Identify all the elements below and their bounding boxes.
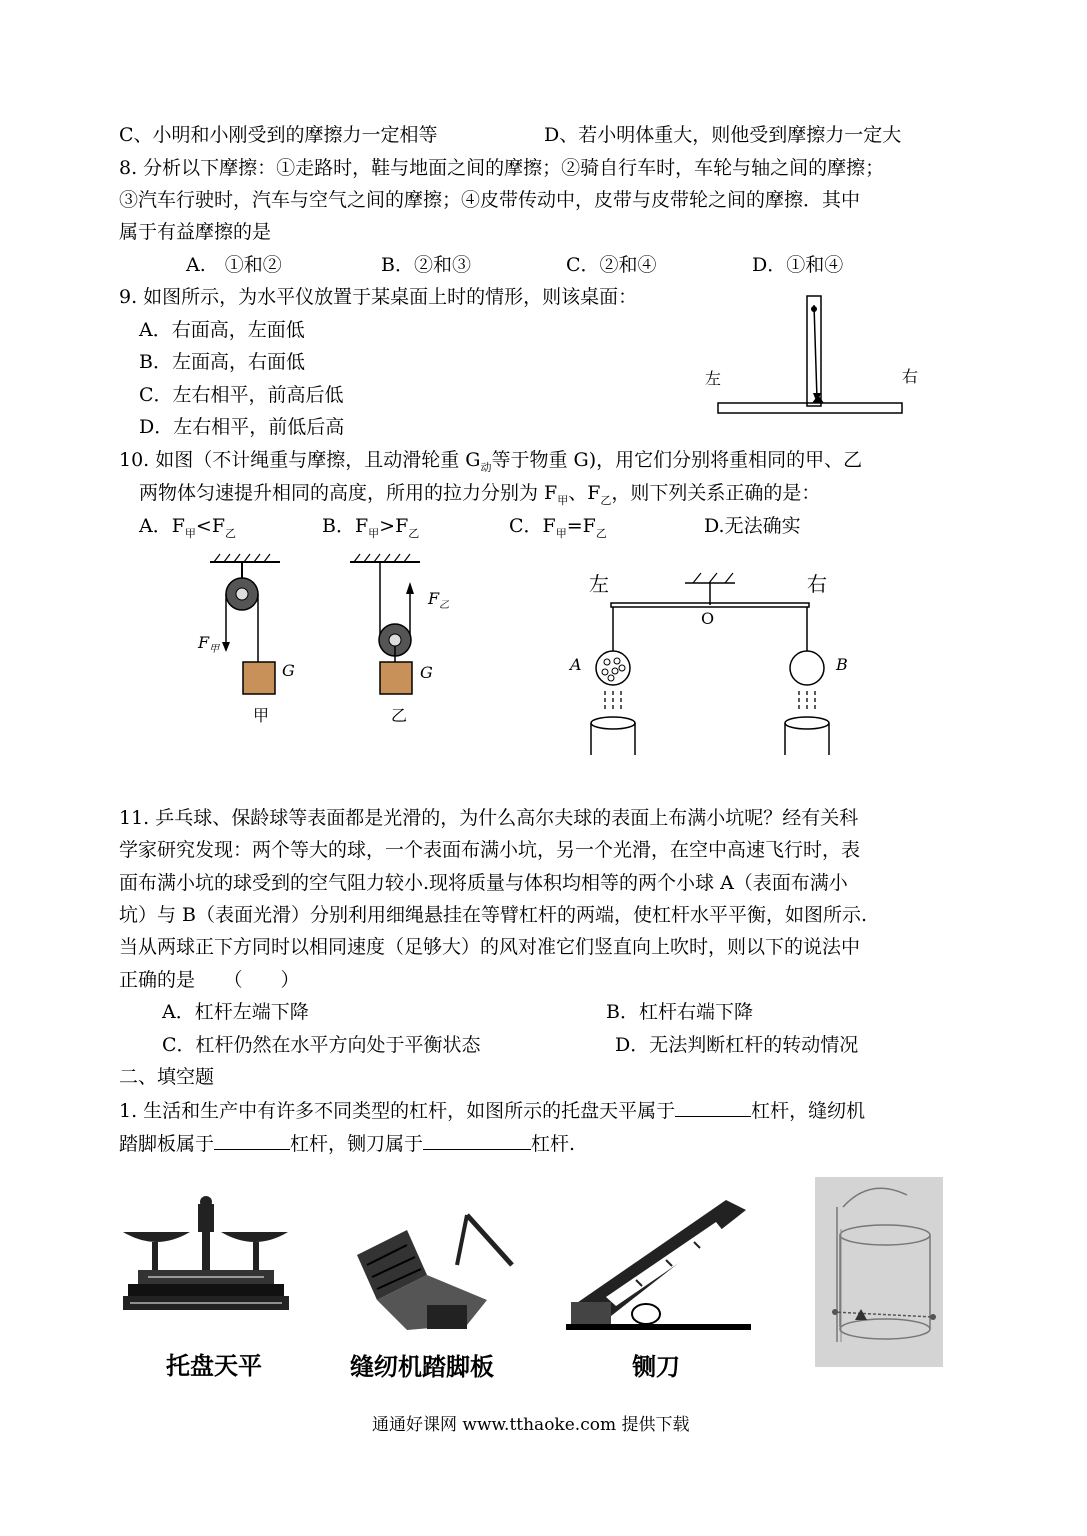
q8-option-a: A. ①和② xyxy=(186,254,282,276)
q9-option-b: B．左面高，右面低 xyxy=(139,351,305,373)
q11-line-1: 11. 乒乓球、保龄球等表面都是光滑的，为什么高尔夫球的表面上布满小坑呢？经有关科 xyxy=(119,807,859,829)
q10-line-1: 10. 如图（不计绳重与摩擦，且动滑轮重 $G_动$等于物重 G)，用它们分别将重相同的甲、乙 xyxy=(119,449,863,474)
q11-line-5: 当从两球正下方同时以相同速度（足够大）的风对准它们竖直向上吹时，则以下的说法中 xyxy=(119,936,861,958)
q11-line-3: 面布满小坑的球受到的空气阻力较小.现将质量与体积均相等的两个小球 A（表面布满小 xyxy=(119,872,848,894)
q11-option-d: D．无法判断杠杆的转动情况 xyxy=(615,1034,859,1056)
sewing-caption: 缝纫机踏脚板 xyxy=(350,1353,494,1381)
q11-option-a: A．杠杆左端下降 xyxy=(162,1001,309,1023)
q10-option-a: A．$F_甲<F_乙$ xyxy=(139,515,237,540)
balance-illustration xyxy=(118,1192,293,1332)
f-jia-label: $F_甲$ xyxy=(198,633,220,656)
q10-option-b: B．$F_甲>F_乙$ xyxy=(322,515,420,540)
q8-line-1: 8. 分析以下摩擦：①走路时，鞋与地面之间的摩擦；②骑自行车时，车轮与轴之间的摩擦； xyxy=(119,157,885,179)
q11-option-b: B．杠杆右端下降 xyxy=(606,1001,753,1023)
q11-line-2: 学家研究发现：两个等大的球，一个表面布满小坑，另一个光滑，在空中高速飞行时，表 xyxy=(119,839,861,861)
q8-line-2: ③汽车行驶时，汽车与空气之间的摩擦；④皮带传动中，皮带与皮带轮之间的摩擦．其中 xyxy=(119,189,861,211)
level-left-label: 左 xyxy=(705,369,722,388)
g-jia-label: G xyxy=(282,661,295,680)
section-title: 二、填空题 xyxy=(119,1066,215,1088)
blank-balance[interactable] xyxy=(675,1098,751,1117)
cutter-illustration xyxy=(566,1192,751,1337)
q9-option-a: A．右面高，左面低 xyxy=(139,319,305,341)
q7-option-d: D、若小明体重大，则他受到摩擦力一定大 xyxy=(544,124,902,146)
g-yi-label: G xyxy=(420,663,433,682)
fill-q1-line-1: 1. 生活和生产中有许多不同类型的杠杆，如图所示的托盘天平属于 杠杆，缝纫机 xyxy=(119,1100,866,1122)
blank-cutter[interactable] xyxy=(423,1131,531,1150)
balance-caption: 托盘天平 xyxy=(166,1352,262,1380)
q8-option-c: C．②和④ xyxy=(566,254,657,276)
sewing-pedal-illustration xyxy=(347,1205,522,1345)
footer-text: 通通好课网 www.tthaoke.com 提供下载 xyxy=(372,1415,690,1435)
jia-label: 甲 xyxy=(253,706,270,725)
f-yi-label: $F_乙$ xyxy=(428,589,450,612)
lever-right-label: 右 xyxy=(807,572,827,596)
pulley-figure xyxy=(190,550,450,730)
level-figure xyxy=(712,293,912,418)
q8-option-b: B．②和③ xyxy=(381,254,471,276)
q10-line-2: 两物体匀速提升相同的高度，所用的拉力分别为 $F_甲$、$F_乙$，则下列关系正确的是： xyxy=(139,482,821,507)
ball-a-label: A xyxy=(570,655,582,674)
cutter-caption: 铡刀 xyxy=(632,1353,680,1381)
q9-option-c: C．左右相平，前高后低 xyxy=(139,384,344,406)
q11-line-4: 坑）与 B（表面光滑）分别利用细绳悬挂在等臂杠杆的两端，使杠杆水平平衡，如图所示. xyxy=(119,904,868,926)
fill-q1-line-2: 踏脚板属于 杠杆，铡刀属于 杠杆. xyxy=(119,1133,576,1155)
q11-option-c: C．杠杆仍然在水平方向处于平衡状态 xyxy=(162,1034,481,1056)
yi-label: 乙 xyxy=(391,706,408,725)
lever-balls-figure xyxy=(585,565,845,750)
q10-option-d: D.无法确实 xyxy=(704,515,801,537)
q8-line-3: 属于有益摩擦的是 xyxy=(119,221,272,243)
q9-option-d: D．左右相平，前低后高 xyxy=(139,416,345,438)
q7-option-c: C、小明和小刚受到的摩擦力一定相等 xyxy=(119,124,438,146)
lever-pivot-label: O xyxy=(701,609,715,628)
q8-option-d: D．①和④ xyxy=(752,254,844,276)
trash-can-photo xyxy=(815,1177,943,1367)
level-right-label: 右 xyxy=(902,367,919,386)
q9-stem: 9. 如图所示，为水平仪放置于某桌面上时的情形，则该桌面： xyxy=(119,286,638,308)
q11-line-6: 正确的是 （ ） xyxy=(119,969,300,991)
lever-left-label: 左 xyxy=(589,572,609,596)
blank-sewing[interactable] xyxy=(214,1131,290,1150)
ball-b-label: B xyxy=(836,655,848,674)
q10-option-c: C．$F_甲=F_乙$ xyxy=(509,515,607,540)
